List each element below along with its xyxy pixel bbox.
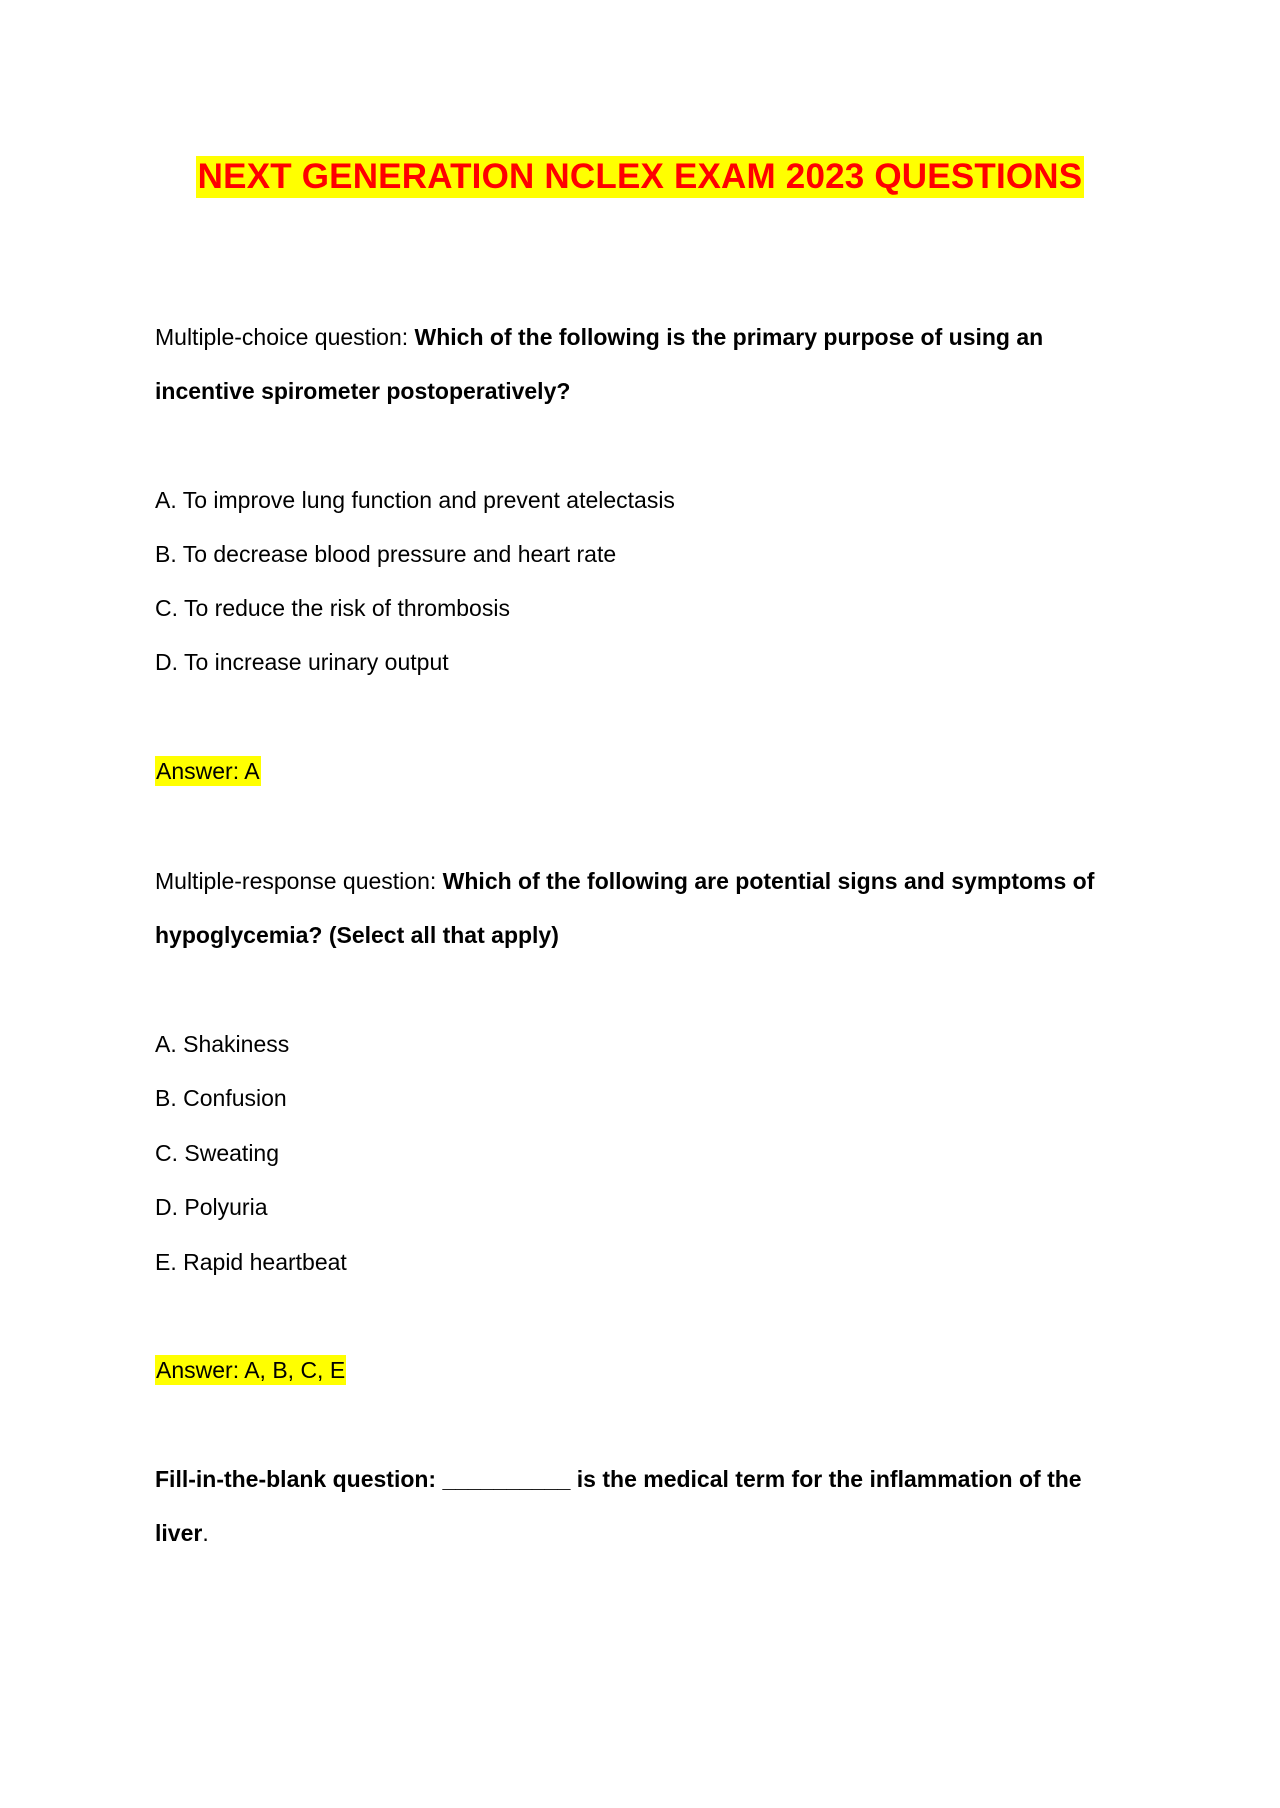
q1-answer: Answer: A bbox=[156, 758, 260, 784]
q3-line-2 bbox=[155, 1518, 209, 1548]
q3-text-line-2-tail: . bbox=[202, 1520, 209, 1546]
q2-option-a: A. Shakiness bbox=[155, 1031, 290, 1057]
q2-option-e: E. Rapid heartbeat bbox=[155, 1249, 347, 1275]
q1-text-line-1: Which of the following is the primary purpose of using an bbox=[414, 324, 1044, 350]
q3-text-line-2-bold: liver bbox=[155, 1520, 203, 1546]
q2-text-line-2: hypoglycemia? (Select all that apply) bbox=[155, 922, 559, 948]
q2-answer-line bbox=[155, 1355, 346, 1385]
q2-text-line-1: Which of the following are potential signs and symptoms of bbox=[442, 868, 1095, 894]
q2-answer: Answer: A, B, C, E bbox=[156, 1357, 346, 1383]
page-title: NEXT GENERATION NCLEX EXAM 2023 QUESTIONS bbox=[197, 157, 1083, 196]
q1-option-c: C. To reduce the risk of thrombosis bbox=[155, 595, 510, 621]
q1-prefix: Multiple-choice question: bbox=[155, 324, 415, 350]
q1-line-1 bbox=[155, 322, 1043, 352]
q1-option-d: D. To increase urinary output bbox=[155, 649, 449, 675]
q1-answer-line bbox=[155, 756, 261, 786]
q2-prefix: Multiple-response question: bbox=[155, 868, 443, 894]
q1-option-a: A. To improve lung function and prevent atelectasis bbox=[155, 487, 675, 513]
q2-option-c: C. Sweating bbox=[155, 1140, 280, 1166]
title-container bbox=[0, 156, 1280, 198]
q2-line-1 bbox=[155, 866, 1094, 896]
q2-option-d: D. Polyuria bbox=[155, 1194, 268, 1220]
q1-text-line-2: incentive spirometer postoperatively? bbox=[155, 378, 571, 404]
q2-option-b: B. Confusion bbox=[155, 1085, 287, 1111]
q3-text-line-1: Fill-in-the-blank question: __________ is the medical term for the inflammation of the bbox=[155, 1466, 1082, 1492]
q1-option-b: B. To decrease blood pressure and heart rate bbox=[155, 541, 617, 567]
